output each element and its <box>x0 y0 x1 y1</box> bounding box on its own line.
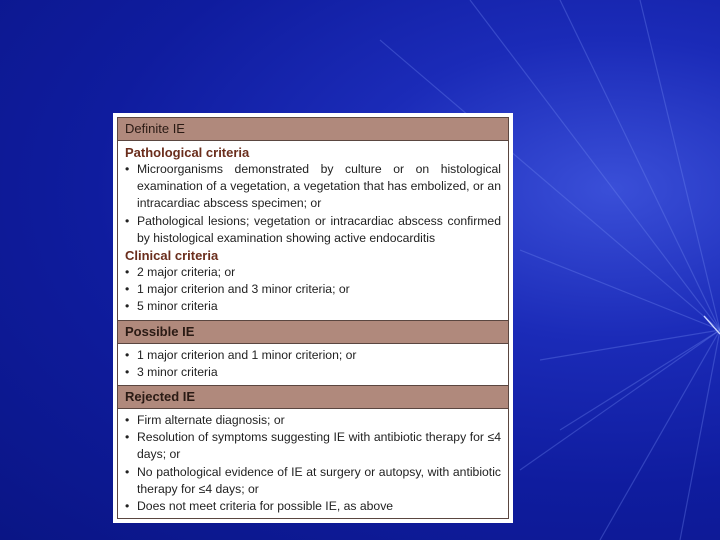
list-item: • 3 minor criteria <box>125 364 501 381</box>
list-item: • Microorganisms demonstrated by culture or on histological examination of a vegetation, a vegetation that has embolized, or an intracardiac abscess specimen; or <box>125 161 501 213</box>
list-item: • 1 major criterion and 1 minor criterion; or <box>125 347 501 364</box>
section-heading-possible: Possible IE <box>118 321 508 344</box>
subheading-clinical: Clinical criteria <box>125 248 219 264</box>
list-item: • Resolution of symptoms suggesting IE with antibiotic therapy for ≤4 days; or <box>125 429 501 463</box>
pathological-list <box>125 161 501 247</box>
section-body-rejected <box>118 409 508 519</box>
section-heading-rejected: Rejected IE <box>118 386 508 409</box>
section-heading-definite: Definite IE <box>118 118 508 141</box>
list-item: • No pathological evidence of IE at surgery or autopsy, with antibiotic therapy for ≤4 days; or <box>125 464 501 498</box>
rejected-list <box>125 412 501 515</box>
section-body-definite <box>118 141 508 321</box>
list-item: • 1 major criterion and 3 minor criteria; or <box>125 281 501 298</box>
possible-list <box>125 347 501 381</box>
list-item: • 2 major criteria; or <box>125 264 501 281</box>
criteria-table <box>117 117 509 519</box>
criteria-table-image <box>113 113 513 523</box>
list-item: • Firm alternate diagnosis; or <box>125 412 501 429</box>
section-body-possible <box>118 344 508 386</box>
subheading-pathological: Pathological criteria <box>125 145 250 160</box>
clinical-list <box>125 264 501 316</box>
list-item: • Does not meet criteria for possible IE, as above <box>125 498 501 515</box>
list-item: • 5 minor criteria <box>125 298 501 315</box>
list-item: • Pathological lesions; vegetation or intracardiac abscess confirmed by histological examination showing active endocarditis <box>125 213 501 247</box>
